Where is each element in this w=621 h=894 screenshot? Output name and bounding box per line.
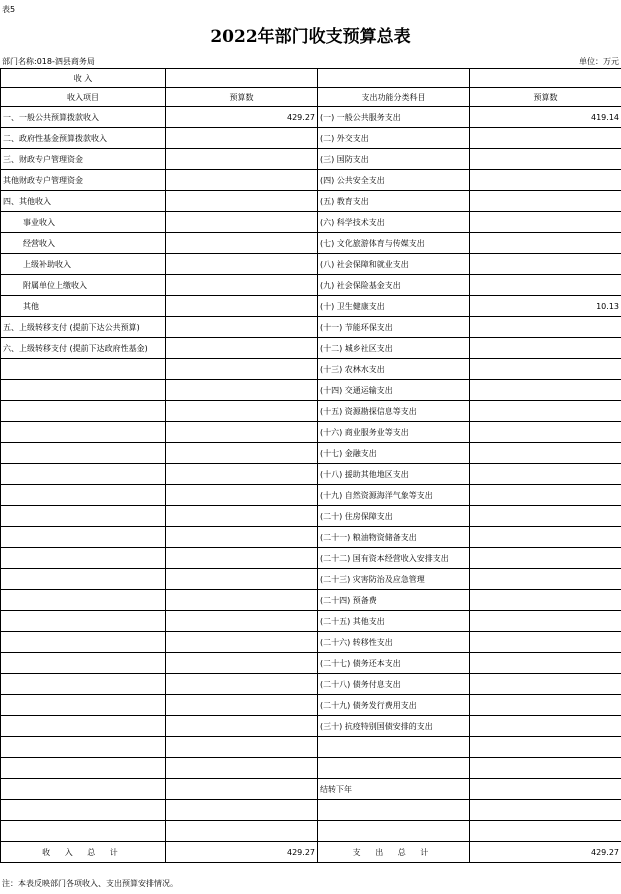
table-row: [1, 254, 621, 275]
column-header-row: [1, 88, 621, 107]
total-income-amount: 429.27: [166, 842, 318, 863]
expense-item-cell: (十四) 交通运输支出: [318, 380, 470, 401]
table-row: [1, 821, 621, 842]
empty-cell: [318, 69, 470, 88]
income-item-cell: [1, 485, 166, 506]
income-item-cell: [1, 632, 166, 653]
table-row: [1, 716, 621, 737]
expense-amount-cell: [470, 401, 621, 422]
income-item-cell: [1, 590, 166, 611]
income-amount-cell: [166, 527, 318, 548]
income-amount-cell: [166, 380, 318, 401]
expense-item-cell: (二十五) 其他支出: [318, 611, 470, 632]
income-item-cell: 附属单位上缴收入: [1, 275, 166, 296]
income-item-cell: 上级补助收入: [1, 254, 166, 275]
income-amount-cell: [166, 695, 318, 716]
income-item-cell: 一、一般公共预算拨款收入: [1, 107, 166, 128]
income-item-cell: 四、其他收入: [1, 191, 166, 212]
income-amount-cell: [166, 716, 318, 737]
income-item-cell: [1, 737, 166, 758]
table-row: [1, 779, 621, 800]
expense-amount-cell: [470, 737, 621, 758]
col-income-item: 收入项目: [1, 88, 166, 107]
expense-amount-cell: [470, 548, 621, 569]
table-row: [1, 569, 621, 590]
unit-label: 单位：万元: [579, 57, 619, 66]
expense-item-cell: (七) 文化旅游体育与传媒支出: [318, 233, 470, 254]
col-expense-budget: 预算数: [470, 88, 621, 107]
expense-item-cell: (十八) 援助其他地区支出: [318, 464, 470, 485]
income-item-cell: [1, 401, 166, 422]
expense-amount-cell: 419.14: [470, 107, 621, 128]
expense-amount-cell: [470, 275, 621, 296]
expense-amount-cell: [470, 716, 621, 737]
table-row: [1, 128, 621, 149]
expense-item-cell: (二十六) 转移性支出: [318, 632, 470, 653]
expense-item-cell: (二十二) 国有资本经营收入安排支出: [318, 548, 470, 569]
table-row: [1, 527, 621, 548]
income-amount-cell: [166, 779, 318, 800]
expense-amount-cell: [470, 695, 621, 716]
expense-amount-cell: [470, 317, 621, 338]
income-item-cell: 二、政府性基金预算拨款收入: [1, 128, 166, 149]
income-amount-cell: [166, 611, 318, 632]
expense-amount-cell: [470, 422, 621, 443]
expense-item-cell: (十九) 自然资源海洋气象等支出: [318, 485, 470, 506]
expense-item-cell: (二) 外交支出: [318, 128, 470, 149]
expense-item-cell: (十一) 节能环保支出: [318, 317, 470, 338]
table-row: [1, 632, 621, 653]
expense-item-cell: (二十七) 债务还本支出: [318, 653, 470, 674]
expense-amount-cell: [470, 359, 621, 380]
expense-amount-cell: [470, 569, 621, 590]
income-amount-cell: [166, 800, 318, 821]
expense-amount-cell: [470, 149, 621, 170]
expense-item-cell: [318, 758, 470, 779]
income-item-cell: [1, 359, 166, 380]
expense-amount-cell: [470, 800, 621, 821]
expense-amount-cell: [470, 128, 621, 149]
expense-item-cell: (二十) 住房保障支出: [318, 506, 470, 527]
income-amount-cell: [166, 359, 318, 380]
col-expense-item: 支出功能分类科目: [318, 88, 470, 107]
income-amount-cell: [166, 464, 318, 485]
expense-amount-cell: [470, 464, 621, 485]
income-amount-cell: [166, 338, 318, 359]
total-row: [1, 842, 621, 863]
income-amount-cell: [166, 212, 318, 233]
table-row: [1, 380, 621, 401]
income-amount-cell: [166, 674, 318, 695]
expense-amount-cell: [470, 254, 621, 275]
table-row: [1, 212, 621, 233]
expense-item-cell: (十五) 资源勘探信息等支出: [318, 401, 470, 422]
table-row: [1, 275, 621, 296]
income-item-cell: [1, 443, 166, 464]
income-amount-cell: [166, 128, 318, 149]
table-row: [1, 464, 621, 485]
expense-item-cell: [318, 800, 470, 821]
income-item-cell: [1, 716, 166, 737]
expense-amount-cell: [470, 212, 621, 233]
table-row: [1, 800, 621, 821]
budget-table: [0, 68, 621, 863]
income-amount-cell: [166, 149, 318, 170]
income-item-cell: [1, 821, 166, 842]
expense-amount-cell: [470, 674, 621, 695]
income-amount-cell: [166, 401, 318, 422]
table-row: [1, 758, 621, 779]
income-item-cell: [1, 422, 166, 443]
income-item-cell: [1, 695, 166, 716]
expense-item-cell: [318, 737, 470, 758]
income-item-cell: 三、财政专户管理资金: [1, 149, 166, 170]
income-amount-cell: [166, 548, 318, 569]
table-row: [1, 506, 621, 527]
expense-item-cell: (二十一) 粮油物资储备支出: [318, 527, 470, 548]
table-row: [1, 359, 621, 380]
income-item-cell: 其他财政专户管理资金: [1, 170, 166, 191]
expense-amount-cell: [470, 527, 621, 548]
table-row: [1, 191, 621, 212]
total-income-label: 收 入 总 计: [1, 842, 166, 863]
table-row: [1, 611, 621, 632]
expense-amount-cell: [470, 485, 621, 506]
table-row: [1, 170, 621, 191]
expense-item-cell: (三十) 抗疫特别国债安排的支出: [318, 716, 470, 737]
income-item-cell: [1, 569, 166, 590]
table-row: [1, 653, 621, 674]
table-row: [1, 338, 621, 359]
expense-amount-cell: [470, 380, 621, 401]
expense-item-cell: (九) 社会保险基金支出: [318, 275, 470, 296]
expense-item-cell: (五) 教育支出: [318, 191, 470, 212]
expense-amount-cell: [470, 443, 621, 464]
expense-item-cell: (四) 公共安全支出: [318, 170, 470, 191]
empty-cell: [166, 69, 318, 88]
table-number-label: 表5: [2, 5, 16, 14]
income-amount-cell: [166, 233, 318, 254]
table-row: [1, 107, 621, 128]
total-expense-amount: 429.27: [470, 842, 621, 863]
income-item-cell: [1, 506, 166, 527]
income-item-cell: 事业收入: [1, 212, 166, 233]
expense-amount-cell: [470, 338, 621, 359]
table-row: [1, 695, 621, 716]
expense-item-cell: (六) 科学技术支出: [318, 212, 470, 233]
expense-item-cell: (十二) 城乡社区支出: [318, 338, 470, 359]
expense-amount-cell: [470, 611, 621, 632]
income-amount-cell: [166, 590, 318, 611]
expense-amount-cell: [470, 653, 621, 674]
income-item-cell: [1, 380, 166, 401]
income-item-cell: [1, 758, 166, 779]
expense-item-cell: (三) 国防支出: [318, 149, 470, 170]
income-item-cell: [1, 611, 166, 632]
income-item-cell: [1, 653, 166, 674]
expense-item-cell: [318, 821, 470, 842]
expense-amount-cell: [470, 758, 621, 779]
expense-item-cell: (十) 卫生健康支出: [318, 296, 470, 317]
expense-item-cell: (二十四) 预备费: [318, 590, 470, 611]
expense-amount-cell: [470, 632, 621, 653]
income-amount-cell: [166, 485, 318, 506]
expense-item-cell: (二十八) 债务付息支出: [318, 674, 470, 695]
expense-amount-cell: [470, 191, 621, 212]
expense-amount-cell: 10.13: [470, 296, 621, 317]
expense-item-cell: (二十三) 灾害防治及应急管理: [318, 569, 470, 590]
expense-amount-cell: [470, 590, 621, 611]
expense-amount-cell: [470, 821, 621, 842]
income-item-cell: [1, 674, 166, 695]
table-row: [1, 590, 621, 611]
expense-amount-cell: [470, 170, 621, 191]
expense-item-cell: (一) 一般公共服务支出: [318, 107, 470, 128]
page-title: 2022年部门收支预算总表: [210, 27, 411, 47]
income-amount-cell: 429.27: [166, 107, 318, 128]
income-amount-cell: [166, 254, 318, 275]
income-amount-cell: [166, 737, 318, 758]
income-section-header: 收 入: [1, 69, 166, 88]
table-row: [1, 737, 621, 758]
expense-item-cell: (十三) 农林水支出: [318, 359, 470, 380]
income-amount-cell: [166, 758, 318, 779]
income-amount-cell: [166, 821, 318, 842]
table-row: [1, 233, 621, 254]
expense-amount-cell: [470, 233, 621, 254]
income-item-cell: 五、上级转移支付 (提前下达公共预算): [1, 317, 166, 338]
income-amount-cell: [166, 317, 318, 338]
income-amount-cell: [166, 296, 318, 317]
income-amount-cell: [166, 569, 318, 590]
income-item-cell: 经营收入: [1, 233, 166, 254]
income-amount-cell: [166, 275, 318, 296]
table-row: [1, 548, 621, 569]
expense-item-cell: (十六) 商业服务业等支出: [318, 422, 470, 443]
expense-item-cell: (八) 社会保障和就业支出: [318, 254, 470, 275]
income-amount-cell: [166, 632, 318, 653]
department-name: 部门名称:018-泗县商务局: [2, 57, 95, 66]
income-amount-cell: [166, 422, 318, 443]
col-income-budget: 预算数: [166, 88, 318, 107]
expense-item-cell: (十七) 金融支出: [318, 443, 470, 464]
income-item-cell: [1, 779, 166, 800]
income-amount-cell: [166, 443, 318, 464]
section-header-row: [1, 69, 621, 88]
table-row: [1, 149, 621, 170]
expense-amount-cell: [470, 779, 621, 800]
income-amount-cell: [166, 191, 318, 212]
income-amount-cell: [166, 170, 318, 191]
empty-cell: [470, 69, 621, 88]
income-amount-cell: [166, 506, 318, 527]
table-row: [1, 422, 621, 443]
table-row: [1, 296, 621, 317]
table-row: [1, 443, 621, 464]
expense-item-cell: 结转下年: [318, 779, 470, 800]
income-item-cell: [1, 464, 166, 485]
table-row: [1, 401, 621, 422]
footnote: 注：本表反映部门各项收入、支出预算安排情况。: [2, 879, 178, 888]
table-row: [1, 317, 621, 338]
table-row: [1, 674, 621, 695]
income-item-cell: 其他: [1, 296, 166, 317]
income-item-cell: [1, 548, 166, 569]
expense-item-cell: (二十九) 债务发行费用支出: [318, 695, 470, 716]
income-amount-cell: [166, 653, 318, 674]
income-item-cell: [1, 527, 166, 548]
income-item-cell: 六、上级转移支付 (提前下达政府性基金): [1, 338, 166, 359]
total-expense-label: 支 出 总 计: [318, 842, 470, 863]
income-item-cell: [1, 800, 166, 821]
expense-amount-cell: [470, 506, 621, 527]
table-row: [1, 485, 621, 506]
